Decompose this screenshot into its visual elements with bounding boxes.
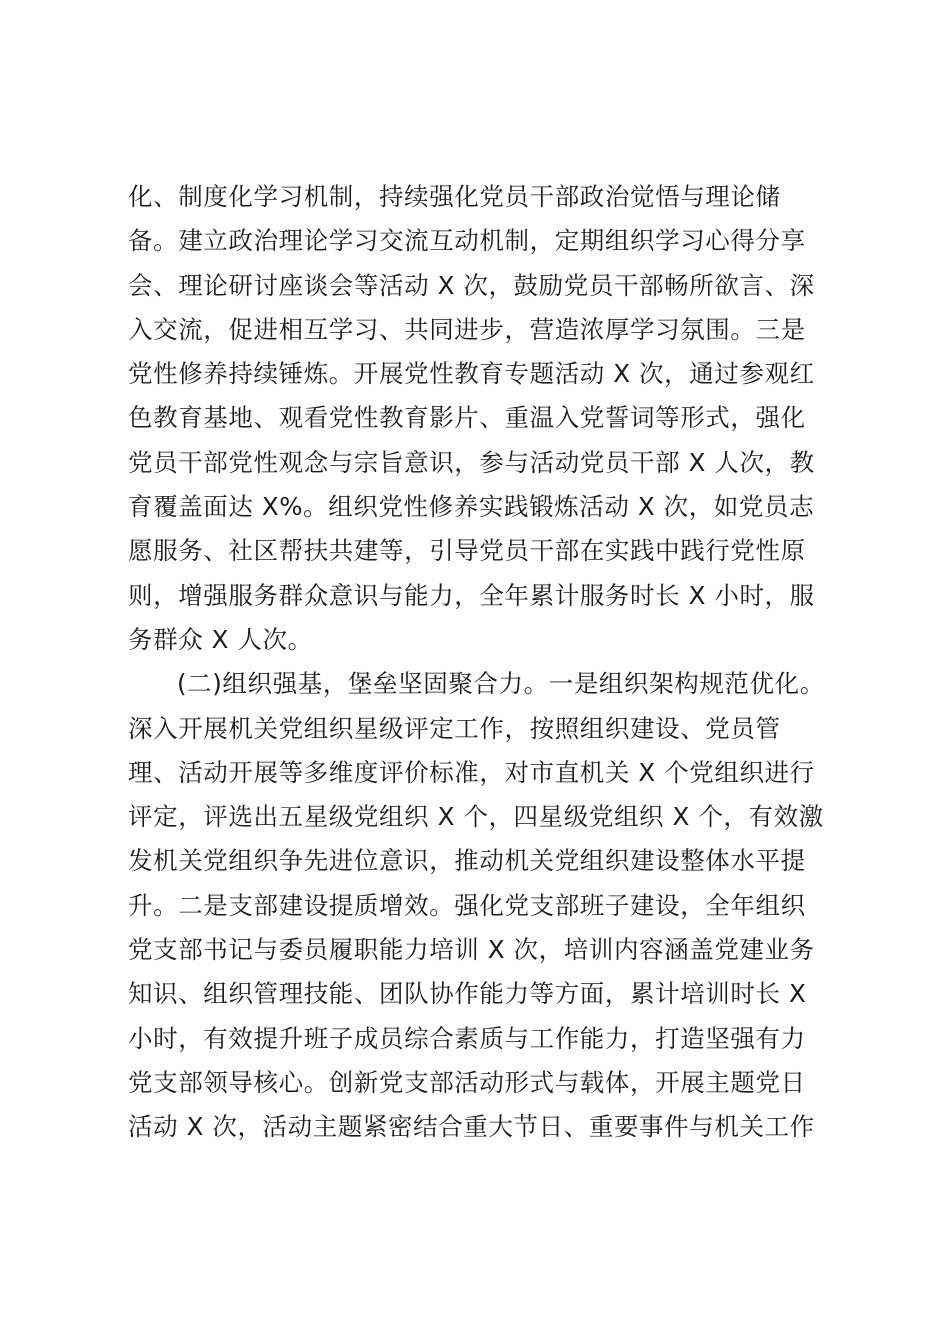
text-line: 党支部领导核心。创新党支部活动形式与载体，开展主题党日 <box>128 1067 806 1097</box>
text-line: 升。二是支部建设提质增效。强化党支部班子建设，全年组织 <box>128 890 806 920</box>
text-line: 深入开展机关党组织星级评定工作，按照组织建设、党员管 <box>128 713 781 743</box>
text-line: 务群众 X 人次。 <box>128 624 313 654</box>
text-line: 党性修养持续锤炼。开展党性教育专题活动 X 次，通过参观红 <box>128 359 815 389</box>
text-line: 评定，评选出五星级党组织 X 个，四星级党组织 X 个，有效激 <box>128 802 824 832</box>
text-line: 色教育基地、观看党性教育影片、重温入党誓词等形式，强化 <box>128 403 806 433</box>
text-line: 则，增强服务群众意识与能力，全年累计服务时长 X 小时，服 <box>128 580 815 610</box>
text-line: 入交流，促进相互学习、共同进步，营造浓厚学习氛围。三是 <box>128 314 806 344</box>
text-line: 愿服务、社区帮扶共建等，引导党员干部在实践中践行党性原 <box>128 536 806 566</box>
section-heading-line: (二)组织强基，堡垒坚固聚合力。一是组织架构规范优化。 <box>177 669 825 699</box>
text-line: 会、理论研讨座谈会等活动 X 次，鼓励党员干部畅所欲言、深 <box>128 270 815 300</box>
text-line: 知识、组织管理技能、团队协作能力等方面，累计培训时长 X <box>128 979 807 1009</box>
text-line: 理、活动开展等多维度评价标准，对市直机关 X 个党组织进行 <box>128 757 815 787</box>
text-line: 小时，有效提升班子成员综合素质与工作能力，打造坚强有力 <box>128 1023 806 1053</box>
text-line: 党支部书记与委员履职能力培训 X 次，培训内容涵盖党建业务 <box>128 935 815 965</box>
body-text <box>128 175 828 1150</box>
text-line: 育覆盖面达 X%。组织党性修养实践锻炼活动 X 次，如党员志 <box>128 492 815 522</box>
text-line: 活动 X 次，活动主题紧密结合重大节日、重要事件与机关工作 <box>128 1112 815 1142</box>
text-line: 发机关党组织争先进位意识，推动机关党组织建设整体水平提 <box>128 846 806 876</box>
text-line: 化、制度化学习机制，持续强化党员干部政治觉悟与理论储 <box>128 182 781 211</box>
text-line: 备。建立政治理论学习交流互动机制，定期组织学习心得分享 <box>128 226 806 256</box>
text-line: 党员干部党性观念与宗旨意识，参与活动党员干部 X 人次，教 <box>128 447 815 477</box>
